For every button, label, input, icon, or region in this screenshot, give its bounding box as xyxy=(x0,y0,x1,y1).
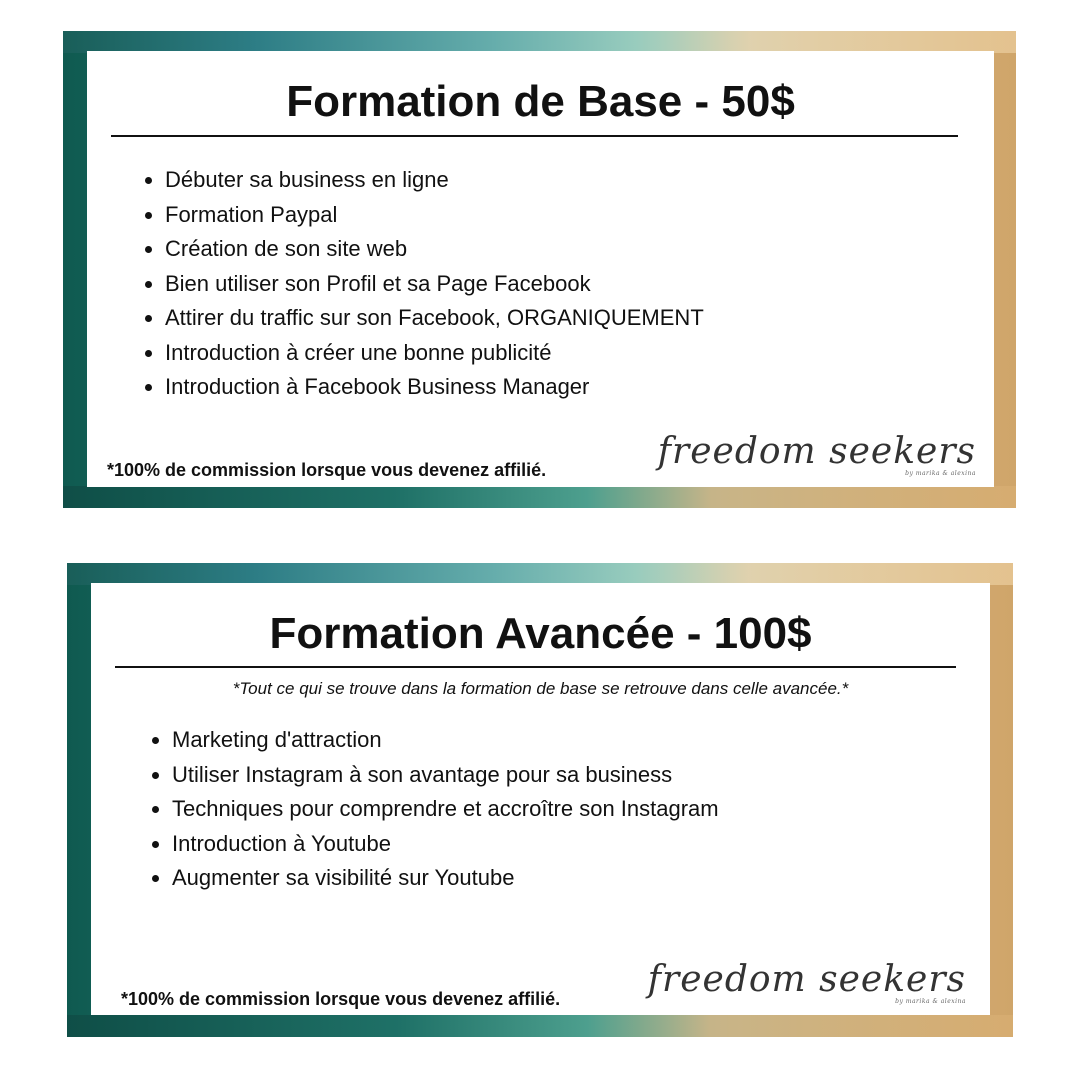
card-panel xyxy=(91,583,990,1015)
logo-script: freedom seekers xyxy=(647,959,966,1000)
list-item: Augmenter sa visibilité sur Youtube xyxy=(172,861,719,896)
logo-byline: by marika & alexina xyxy=(905,470,976,477)
list-item: Introduction à créer une bonne publicité xyxy=(165,336,704,371)
pricing-card-base xyxy=(63,31,1016,508)
feature-list xyxy=(150,723,719,896)
card-panel xyxy=(87,51,994,487)
logo-script: freedom seekers xyxy=(657,431,976,472)
logo-byline: by marika & alexina xyxy=(895,998,966,1005)
commission-footnote: *100% de commission lorsque vous devenez affilié. xyxy=(107,460,547,480)
card-title: Formation de Base - 50$ xyxy=(286,77,795,126)
list-item: Création de son site web xyxy=(165,232,704,267)
feature-list xyxy=(143,163,704,405)
title-divider xyxy=(111,135,958,137)
brand-logo xyxy=(658,431,976,477)
list-item: Techniques pour comprendre et accroître son Instagram xyxy=(172,792,719,827)
inclusion-note: *Tout ce qui se trouve dans la formation de base se retrouve dans celle avancée.* xyxy=(232,679,849,698)
pricing-card-advanced xyxy=(67,563,1013,1037)
list-item: Marketing d'attraction xyxy=(172,723,719,758)
list-item: Introduction à Facebook Business Manager xyxy=(165,370,704,405)
commission-footnote: *100% de commission lorsque vous devenez affilié. xyxy=(121,989,561,1009)
card-title: Formation Avancée - 100$ xyxy=(269,609,812,658)
brand-logo xyxy=(648,959,966,1005)
list-item: Introduction à Youtube xyxy=(172,827,719,862)
list-item: Formation Paypal xyxy=(165,198,704,233)
list-item: Bien utiliser son Profil et sa Page Facebook xyxy=(165,267,704,302)
title-divider xyxy=(115,666,956,668)
list-item: Débuter sa business en ligne xyxy=(165,163,704,198)
list-item: Attirer du traffic sur son Facebook, ORGANIQUEMENT xyxy=(165,301,704,336)
list-item: Utiliser Instagram à son avantage pour sa business xyxy=(172,758,719,793)
